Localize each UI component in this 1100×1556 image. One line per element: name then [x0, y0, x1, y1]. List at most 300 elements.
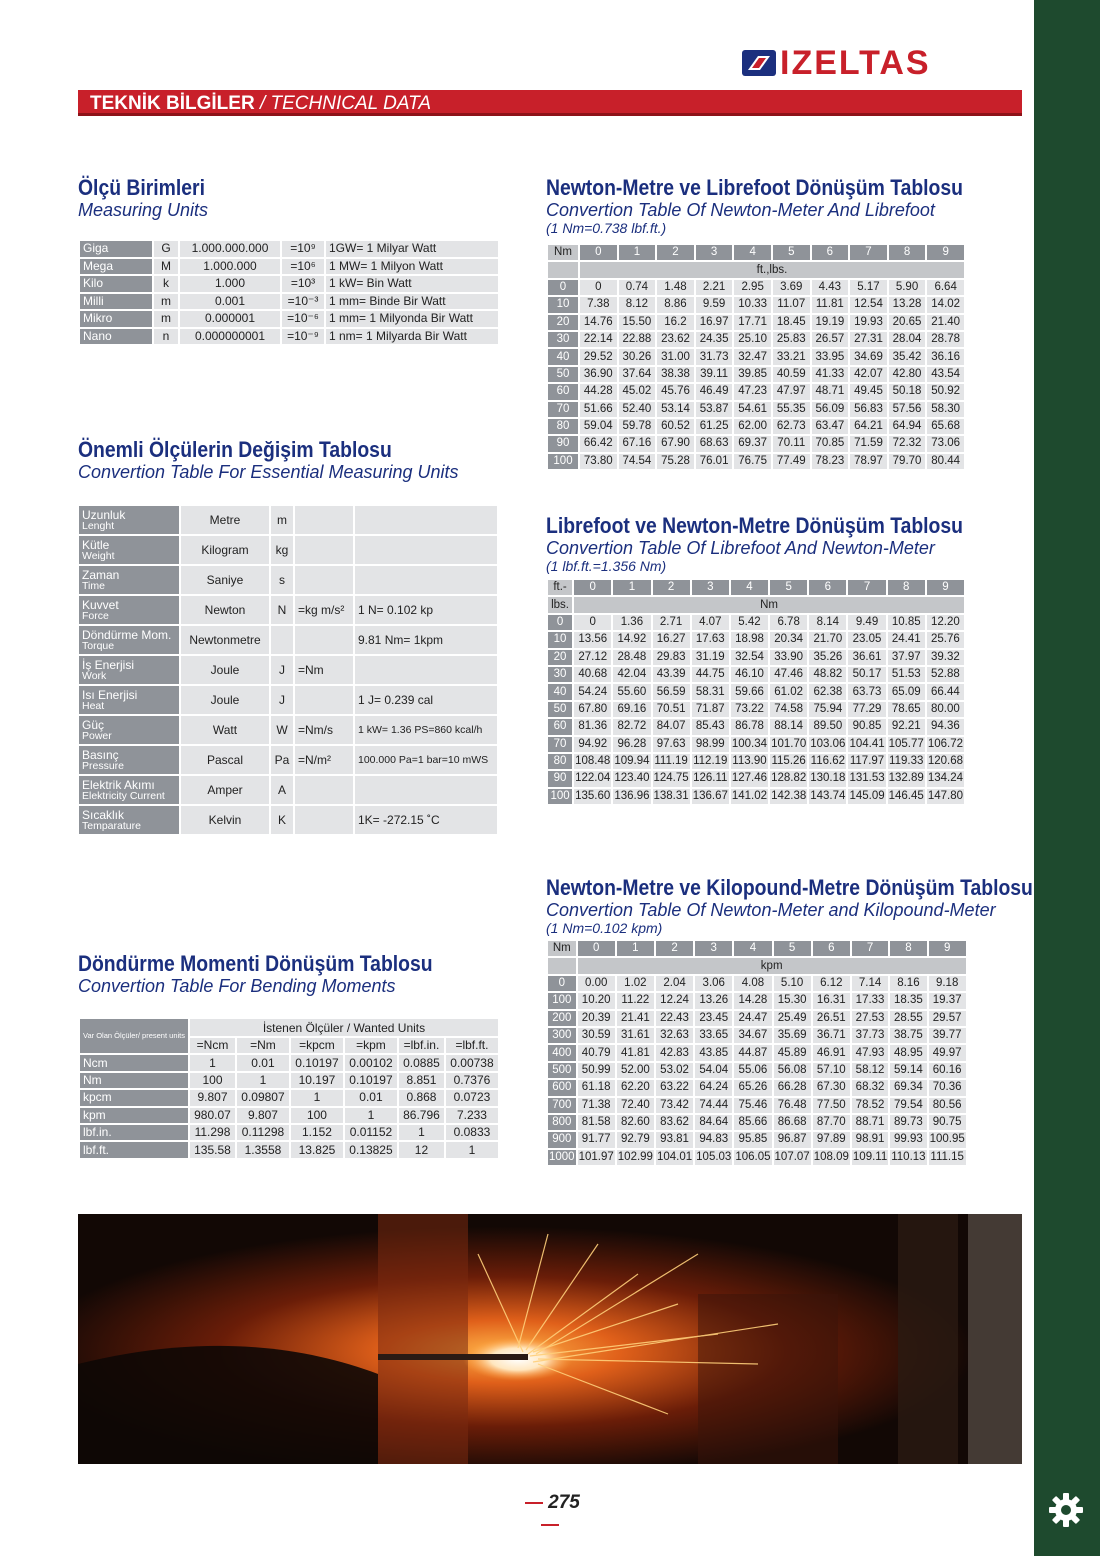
grid-corner: Nm: [548, 941, 576, 956]
unit-equation: [295, 506, 353, 534]
grid-cell: 105.03: [695, 1150, 732, 1165]
grid-cell: 20.34: [770, 632, 807, 647]
grid-cell: 67.30: [813, 1080, 850, 1095]
grid-cell: 62.38: [809, 684, 846, 699]
bending-cell: 0.00102: [345, 1055, 397, 1070]
grid-cell: 105.77: [888, 737, 925, 752]
grid-cell: 90.75: [929, 1115, 966, 1130]
grid-cell: 143.74: [809, 789, 846, 804]
grid-cell: 55.06: [734, 1063, 771, 1078]
grid-cell: 88.14: [770, 719, 807, 734]
grid-row-header: 100: [548, 789, 572, 804]
grid-cell: 38.75: [890, 1028, 926, 1043]
grid-cell: 97.89: [813, 1132, 850, 1147]
grid-cell: 69.37: [734, 436, 771, 451]
unit-name: Metre: [181, 506, 269, 534]
grid-cell: 73.80: [580, 454, 617, 469]
bending-cell: 100: [291, 1108, 343, 1123]
measuring-unit-cell: Kilo: [80, 276, 152, 292]
grid-cell: 25.76: [927, 632, 964, 647]
grid-cell: 45.89: [774, 1045, 811, 1060]
grid-cell: 127.46: [731, 771, 768, 786]
grid-cell: 50.99: [578, 1063, 615, 1078]
grid-column-header: 4: [731, 580, 768, 595]
bending-header: =lbf.ft.: [446, 1038, 498, 1053]
bending-table: [78, 1017, 500, 1160]
grid-row-header: 300: [548, 1028, 576, 1043]
grid-column-header: 2: [653, 580, 690, 595]
measuring-units-title-tr: Ölçü Birimleri: [78, 175, 205, 200]
measuring-unit-row: [80, 276, 498, 292]
grid-cell: 52.88: [927, 667, 964, 682]
grid-cell: 90.85: [848, 719, 885, 734]
bending-header: =kpm: [345, 1038, 397, 1053]
grid-cell: 82.72: [613, 719, 650, 734]
grid-column-header: 6: [812, 245, 849, 260]
bending-cell: 1: [446, 1142, 498, 1157]
grid-cell: 8.14: [809, 615, 846, 630]
grid-cell: 76.01: [696, 454, 733, 469]
grid-cell: 2.04: [656, 976, 693, 991]
unit-note: 1 N= 0.102 kp: [355, 596, 497, 624]
unit-note: [355, 776, 497, 804]
bending-row: [80, 1073, 498, 1088]
bending-row-unit: kpm: [80, 1108, 188, 1123]
grid-cell: 11.07: [773, 297, 810, 312]
essential-unit-row: [79, 746, 497, 774]
lbf-nm-note: (1 lbf.ft.=1.356 Nm): [546, 558, 667, 574]
grid-cell: 70.36: [929, 1080, 966, 1095]
measuring-unit-cell: 1 mm= 1 Milyonda Bir Watt: [326, 311, 498, 327]
grid-cell: 124.75: [653, 771, 690, 786]
bending-cell: 1: [345, 1108, 397, 1123]
quantity-tr: Basınç: [82, 747, 119, 762]
grid-column-header: 3: [692, 580, 729, 595]
grid-cell: 33.90: [770, 650, 807, 665]
grid-cell: 72.32: [889, 436, 926, 451]
grid-cell: 141.02: [731, 789, 768, 804]
unit-symbol: W: [271, 716, 293, 744]
grid-row-header: 500: [548, 1063, 576, 1078]
grid-cell: 18.45: [773, 315, 810, 330]
grid-cell: 81.58: [578, 1115, 615, 1130]
quantity-en: Power: [82, 729, 112, 742]
grid-cell: 61.25: [696, 419, 733, 434]
grid-cell: 41.33: [812, 367, 849, 382]
grid-column-header: 4: [734, 245, 771, 260]
grid-cell: 38.38: [657, 367, 694, 382]
grid-cell: 80.44: [927, 454, 964, 469]
grid-cell: 36.90: [580, 367, 617, 382]
grid-row: [548, 297, 964, 312]
grid-cell: 57.56: [889, 402, 926, 417]
grid-cell: 0.00: [578, 976, 615, 991]
grid-row-header: 900: [548, 1132, 576, 1147]
grid-cell: 101.97: [578, 1150, 615, 1165]
grid-cell: 30.26: [619, 349, 656, 364]
grid-cell: 101.70: [770, 737, 807, 752]
grid-row-header: 0: [548, 280, 578, 295]
measuring-unit-cell: n: [154, 329, 178, 345]
nm-lbf-title-tr: Newton-Metre ve Librefoot Dönüşüm Tablosu: [546, 175, 963, 200]
quantity-tr: Uzunluk: [82, 507, 126, 522]
bending-cell: 135.58: [190, 1142, 235, 1157]
grid-cell: 3.69: [773, 280, 810, 295]
grid-column-header: 0: [574, 580, 611, 595]
grid-cell: 9.18: [929, 976, 966, 991]
grid-cell: 131.53: [848, 771, 885, 786]
bending-cell: 0.10197: [291, 1055, 343, 1070]
grid-cell: 13.26: [695, 993, 732, 1008]
grid-row-header: 30: [548, 667, 572, 682]
bending-cell: 13.825: [291, 1142, 343, 1157]
measuring-units-table: [78, 239, 500, 346]
bending-cell: 86.796: [399, 1108, 444, 1123]
grid-cell: 67.16: [619, 436, 656, 451]
grid-cell: 44.28: [580, 384, 617, 399]
bending-cell: 0.10197: [345, 1073, 397, 1088]
grid-row: [548, 1011, 966, 1026]
grid-row: [548, 667, 964, 682]
grid-row: [548, 454, 964, 469]
grid-cell: 39.85: [734, 367, 771, 382]
grid-cell: 67.80: [574, 702, 611, 717]
grid-cell: 33.21: [773, 349, 810, 364]
grid-cell: 15.30: [774, 993, 811, 1008]
grid-cell: 85.66: [734, 1115, 771, 1130]
essential-unit-row: [79, 626, 497, 654]
grid-cell: 11.81: [812, 297, 849, 312]
grid-column-header: 9: [927, 580, 964, 595]
essential-unit-quantity: [79, 626, 179, 654]
grid-row-header: 1000: [548, 1150, 576, 1165]
grid-column-header: 3: [695, 941, 732, 956]
grid-cell: 39.11: [696, 367, 733, 382]
bending-row-unit: kpcm: [80, 1090, 188, 1105]
grid-cell: 138.31: [653, 789, 690, 804]
grid-row: [548, 1063, 966, 1078]
nm-kpm-title-tr: Newton-Metre ve Kilopound-Metre Dönüşüm Tablosu: [546, 875, 1033, 900]
grid-cell: 9.49: [848, 615, 885, 630]
bending-title-en: Convertion Table For Bending Moments: [78, 976, 396, 996]
grid-cell: 29.57: [929, 1011, 966, 1026]
grid-cell: 113.90: [731, 754, 768, 769]
grid-cell: 22.14: [580, 332, 617, 347]
essential-unit-row: [79, 716, 497, 744]
grid-cell: 75.28: [657, 454, 694, 469]
nm-kpm-heading: [546, 876, 1099, 936]
grid-cell: 31.61: [617, 1028, 654, 1043]
measuring-unit-cell: G: [154, 241, 178, 257]
lbf-nm-table: [546, 578, 966, 806]
grid-column-header: 1: [617, 941, 654, 956]
grid-cell: 48.95: [890, 1045, 926, 1060]
measuring-unit-cell: Giga: [80, 241, 152, 257]
grid-row: [548, 719, 964, 734]
banner-title-en: TECHNICAL DATA: [270, 93, 431, 114]
unit-note: 1 kW= 1.36 PS=860 kcal/h: [355, 716, 497, 744]
essential-units-table: [77, 504, 499, 836]
grid-cell: 8.86: [657, 297, 694, 312]
unit-symbol: kg: [271, 536, 293, 564]
essential-unit-row: [79, 656, 497, 684]
grid-column-header: 5: [773, 245, 810, 260]
grid-cell: 34.67: [734, 1028, 771, 1043]
nm-kpm-title-en: Convertion Table Of Newton-Meter and Kilopound-Meter: [546, 900, 996, 920]
bending-header: =lbf.in.: [399, 1038, 444, 1053]
quantity-en: Weight: [82, 549, 115, 562]
measuring-unit-cell: =10⁹: [282, 241, 324, 257]
banner-title-tr: TEKNİK BİLGİLER: [90, 93, 255, 114]
grid-cell: 15.50: [619, 315, 656, 330]
unit-note: 100.000 Pa=1 bar=10 mWS: [355, 746, 497, 774]
quantity-tr: İş Enerjisi: [82, 657, 135, 672]
grid-cell: 56.09: [812, 402, 849, 417]
grid-row: [548, 684, 964, 699]
grid-cell: 56.59: [653, 684, 690, 699]
grid-cell: 2.21: [696, 280, 733, 295]
unit-symbol: A: [271, 776, 293, 804]
unit-equation: [295, 686, 353, 714]
grid-cell: 46.91: [813, 1045, 850, 1060]
measuring-unit-cell: Mikro: [80, 311, 152, 327]
grid-cell: 37.73: [852, 1028, 888, 1043]
bending-cell: 0.01152: [345, 1125, 397, 1140]
grid-row-header: 90: [548, 436, 578, 451]
grid-row-header: 40: [548, 349, 578, 364]
unit-symbol: s: [271, 566, 293, 594]
nm-kpm-table: [546, 939, 968, 1167]
grid-cell: 47.46: [770, 667, 807, 682]
unit-name: Kelvin: [181, 806, 269, 834]
grid-cell: 21.41: [617, 1011, 654, 1026]
grid-cell: 48.71: [812, 384, 849, 399]
grid-unit-label: ft.,lbs.: [580, 262, 964, 277]
grid-header-row: [548, 580, 964, 595]
bending-row: [80, 1108, 498, 1123]
grid-cell: 24.35: [696, 332, 733, 347]
bending-cell: 0.0833: [446, 1125, 498, 1140]
grid-row: [548, 280, 964, 295]
unit-note: 9.81 Nm= 1kpm: [355, 626, 497, 654]
grid-cell: 77.50: [813, 1098, 850, 1113]
unit-note: [355, 656, 497, 684]
grid-cell: 2.95: [734, 280, 771, 295]
grid-cell: 13.56: [574, 632, 611, 647]
measuring-unit-cell: k: [154, 276, 178, 292]
grid-cell: 65.09: [888, 684, 925, 699]
grid-column-header: 6: [809, 580, 846, 595]
grid-cell: 30.59: [578, 1028, 615, 1043]
grid-cell: 1.02: [617, 976, 654, 991]
grid-cell: 59.78: [619, 419, 656, 434]
essential-unit-quantity: [79, 806, 179, 834]
grid-cell: 80.56: [929, 1098, 966, 1113]
grid-cell: 62.73: [773, 419, 810, 434]
grid-cell: 1.36: [613, 615, 650, 630]
grid-cell: 0: [574, 615, 611, 630]
grid-cell: 134.24: [927, 771, 964, 786]
grid-cell: 5.10: [774, 976, 811, 991]
grid-row: [548, 315, 964, 330]
grid-cell: 47.93: [852, 1045, 888, 1060]
grid-cell: 91.77: [578, 1132, 615, 1147]
measuring-unit-cell: =10⁻³: [282, 294, 324, 310]
grid-cell: 56.08: [774, 1063, 811, 1078]
essential-unit-row: [79, 776, 497, 804]
grid-cell: 18.98: [731, 632, 768, 647]
grid-cell: 89.73: [890, 1115, 926, 1130]
measuring-unit-cell: 1 mm= Binde Bir Watt: [326, 294, 498, 310]
unit-name: Watt: [181, 716, 269, 744]
forging-photo: [78, 1214, 1022, 1464]
grid-row: [548, 1132, 966, 1147]
grid-cell: 147.80: [927, 789, 964, 804]
grid-cell: 55.35: [773, 402, 810, 417]
grid-cell: 79.70: [889, 454, 926, 469]
grid-column-header: 8: [890, 941, 926, 956]
bending-cell: 0.7376: [446, 1073, 498, 1088]
bending-cell: 10.197: [291, 1073, 343, 1088]
grid-row: [548, 1150, 966, 1165]
grid-cell: 47.23: [734, 384, 771, 399]
grid-cell: 94.92: [574, 737, 611, 752]
bending-cell: 0.01: [345, 1090, 397, 1105]
grid-row-header: 50: [548, 367, 578, 382]
grid-cell: 17.33: [852, 993, 888, 1008]
grid-row-header: 600: [548, 1080, 576, 1095]
measuring-unit-cell: =10⁻⁹: [282, 329, 324, 345]
grid-cell: 25.49: [774, 1011, 811, 1026]
bending-cell: 9.807: [190, 1090, 235, 1105]
grid-cell: 63.22: [656, 1080, 693, 1095]
quantity-en: Lenght: [82, 519, 115, 532]
grid-cell: 72.40: [617, 1098, 654, 1113]
bending-cell: 0.13825: [345, 1142, 397, 1157]
bending-cell: 980.07: [190, 1108, 235, 1123]
measuring-unit-cell: 1.000.000.000: [180, 241, 280, 257]
grid-row: [548, 993, 966, 1008]
measuring-unit-cell: 1 nm= 1 Milyarda Bir Watt: [326, 329, 498, 345]
grid-cell: 1.48: [657, 280, 694, 295]
grid-cell: 41.81: [617, 1045, 654, 1060]
grid-cell: 110.13: [890, 1150, 926, 1165]
measuring-unit-cell: =10³: [282, 276, 324, 292]
grid-row-header: 40: [548, 684, 572, 699]
grid-corner-blank: [548, 262, 578, 277]
grid-cell: 78.52: [852, 1098, 888, 1113]
grid-cell: 31.19: [692, 650, 729, 665]
essential-unit-quantity: [79, 716, 179, 744]
bending-cell: 100: [190, 1073, 235, 1088]
measuring-unit-cell: 1.000: [180, 276, 280, 292]
grid-cell: 13.28: [889, 297, 926, 312]
nm-kpm-note: (1 Nm=0.102 kpm): [546, 920, 663, 936]
grid-row-header: 60: [548, 719, 572, 734]
gear-icon[interactable]: [1046, 1490, 1086, 1530]
grid-cell: 50.17: [848, 667, 885, 682]
measuring-unit-row: [80, 311, 498, 327]
grid-cell: 16.2: [657, 315, 694, 330]
grid-row-header: 800: [548, 1115, 576, 1130]
nm-lbf-title-en: Convertion Table Of Newton-Meter And Librefoot: [546, 200, 935, 220]
grid-cell: 122.04: [574, 771, 611, 786]
grid-cell: 24.41: [888, 632, 925, 647]
grid-cell: 92.21: [888, 719, 925, 734]
grid-row: [548, 402, 964, 417]
grid-column-header: 0: [578, 941, 615, 956]
grid-cell: 34.69: [850, 349, 887, 364]
grid-cell: 85.43: [692, 719, 729, 734]
grid-cell: 54.61: [734, 402, 771, 417]
grid-cell: 42.80: [889, 367, 926, 382]
grid-cell: 51.53: [888, 667, 925, 682]
grid-cell: 17.63: [692, 632, 729, 647]
quantity-tr: Isı Enerjisi: [82, 687, 138, 702]
unit-symbol: J: [271, 656, 293, 684]
grid-cell: 70.51: [653, 702, 690, 717]
logo-wordmark: IZELTAS: [780, 44, 931, 82]
grid-row-header: 30: [548, 332, 578, 347]
grid-column-header: 1: [613, 580, 650, 595]
grid-cell: 55.60: [613, 684, 650, 699]
grid-cell: 109.94: [613, 754, 650, 769]
grid-cell: 10.20: [578, 993, 615, 1008]
grid-cell: 63.47: [812, 419, 849, 434]
grid-cell: 6.12: [813, 976, 850, 991]
grid-cell: 132.89: [888, 771, 925, 786]
grid-cell: 10.85: [888, 615, 925, 630]
grid-cell: 50.18: [889, 384, 926, 399]
grid-cell: 60.16: [929, 1063, 966, 1078]
grid-row: [548, 650, 964, 665]
grid-column-header: 5: [770, 580, 807, 595]
grid-cell: 102.99: [617, 1150, 654, 1165]
grid-cell: 65.26: [734, 1080, 771, 1095]
grid-cell: 107.07: [774, 1150, 811, 1165]
grid-row-header: 10: [548, 297, 578, 312]
grid-cell: 77.49: [773, 454, 810, 469]
grid-cell: 108.48: [574, 754, 611, 769]
bending-header: =kpcm: [291, 1038, 343, 1053]
essential-unit-quantity: [79, 536, 179, 564]
grid-row-header: 0: [548, 976, 576, 991]
grid-cell: 14.76: [580, 315, 617, 330]
grid-cell: 37.97: [888, 650, 925, 665]
grid-cell: 20.39: [578, 1011, 615, 1026]
grid-row: [548, 1098, 966, 1113]
grid-cell: 68.63: [696, 436, 733, 451]
grid-cell: 49.97: [929, 1045, 966, 1060]
grid-cell: 32.47: [734, 349, 771, 364]
grid-cell: 61.18: [578, 1080, 615, 1095]
grid-cell: 104.01: [656, 1150, 693, 1165]
bending-cell: 0.09807: [237, 1090, 289, 1105]
unit-name: Amper: [181, 776, 269, 804]
grid-cell: 59.66: [731, 684, 768, 699]
grid-cell: 6.64: [927, 280, 964, 295]
grid-cell: 84.07: [653, 719, 690, 734]
grid-cell: 8.12: [619, 297, 656, 312]
bending-heading: [78, 952, 481, 996]
grid-cell: 97.63: [653, 737, 690, 752]
grid-cell: 71.38: [578, 1098, 615, 1113]
unit-symbol: [271, 626, 293, 654]
grid-cell: 22.43: [656, 1011, 693, 1026]
grid-column-header: 0: [580, 245, 617, 260]
grid-cell: 37.64: [619, 367, 656, 382]
grid-cell: 119.33: [888, 754, 925, 769]
